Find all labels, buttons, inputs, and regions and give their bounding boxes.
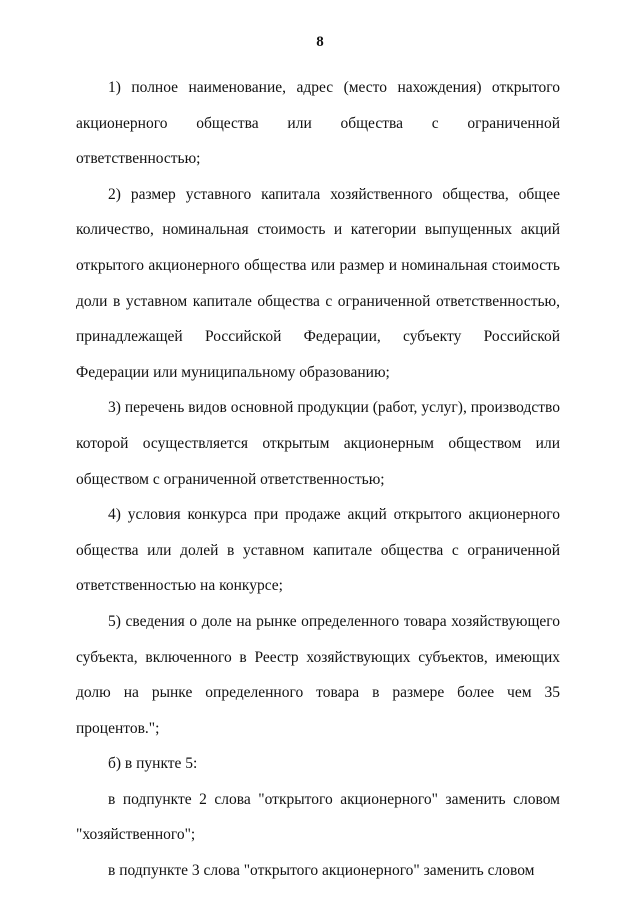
paragraph-subpoint-b: б) в пункте 5: <box>108 755 198 773</box>
page-number: 8 <box>316 34 324 50</box>
document-body <box>76 70 560 889</box>
paragraph-item-4: 4) условия конкурса при продаже акций открытого акционерного общества или долей в уставном капитале общества с ограниченной ответственностью на конкурсе; <box>76 506 560 595</box>
paragraph-item-1: 1) полное наименование, адрес (место нахождения) открытого акционерного общества или общества с ограниченной ответственностью; <box>76 79 560 168</box>
paragraph-subclause-2: в подпункте 2 слова "открытого акционерного" заменить словом "хозяйственного"; <box>76 790 560 844</box>
paragraph-subclause-3: в подпункте 3 слова "открытого акционерного" заменить словом <box>108 862 535 880</box>
paragraph-item-5: 5) сведения о доле на рынке определенного товара хозяйствующего субъекта, включенного в Реестр хозяйствующих субъектов, имеющих долю на рынке определенного товара в размере более чем 35 процентов."; <box>76 612 560 737</box>
paragraph-item-3: 3) перечень видов основной продукции (работ, услуг), производство которой осуществляется открытым акционерным обществом или обществом с ограниченной ответственностью; <box>76 399 560 488</box>
paragraph-item-2: 2) размер уставного капитала хозяйственного общества, общее количество, номинальная стоимость и категории выпущенных акций открытого акционерного общества или размер и номинальная стоимость доли в уставном капитале общества с ограниченной ответственностью, принадлежащей Российской Федерации, субъекту Российской Федерации или муниципальному образованию; <box>76 185 560 381</box>
